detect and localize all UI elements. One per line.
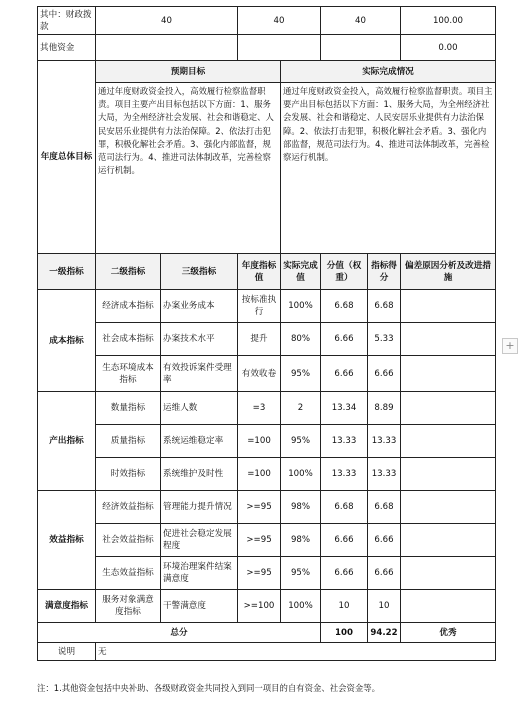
header-target: 年度指标值 [238, 254, 281, 290]
score-value: 6.66 [368, 557, 401, 590]
indicator-group-label: 成本指标 [38, 290, 96, 392]
table-body [38, 7, 496, 661]
weight-value: 13.34 [321, 392, 368, 425]
target-value: 有效收卷 [238, 356, 281, 392]
level2-indicator: 社会效益指标 [96, 524, 161, 557]
header-weight: 分值（权重） [321, 254, 368, 290]
fund-annual-budget: 40 [96, 7, 238, 35]
actual-completion-header: 实际完成情况 [281, 61, 496, 83]
level3-indicator: 管理能力提升情况 [161, 491, 238, 524]
deviation-note [401, 557, 496, 590]
score-value: 5.33 [368, 323, 401, 356]
indicator-row [38, 590, 496, 623]
level2-indicator: 经济成本指标 [96, 290, 161, 323]
score-value: 13.33 [368, 425, 401, 458]
target-value: 按标准执行 [238, 290, 281, 323]
goals-section-label: 年度总体目标 [38, 61, 96, 254]
indicator-row [38, 323, 496, 356]
level3-indicator: 有效投诉案件受理率 [161, 356, 238, 392]
total-grade: 优秀 [401, 623, 496, 643]
level3-indicator: 办案业务成本 [161, 290, 238, 323]
level2-indicator: 经济效益指标 [96, 491, 161, 524]
level2-indicator: 社会成本指标 [96, 323, 161, 356]
level2-indicator: 服务对象满意度指标 [96, 590, 161, 623]
weight-value: 6.66 [321, 356, 368, 392]
indicator-header-row [38, 254, 496, 290]
indicator-row [38, 425, 496, 458]
fund-label: 其中：财政拨款 [38, 7, 96, 35]
deviation-note [401, 356, 496, 392]
header-level3: 三级指标 [161, 254, 238, 290]
indicator-row [38, 290, 496, 323]
remark-label: 说明 [38, 643, 96, 661]
level3-indicator: 环境治理案件结案满意度 [161, 557, 238, 590]
actual-value: 95% [281, 557, 321, 590]
deviation-note [401, 458, 496, 491]
actual-value: 2 [281, 392, 321, 425]
indicator-row [38, 356, 496, 392]
indicator-row [38, 524, 496, 557]
target-value: =3 [238, 392, 281, 425]
weight-value: 6.66 [321, 557, 368, 590]
indicator-row [38, 491, 496, 524]
header-actual: 实际完成值 [281, 254, 321, 290]
fund-annual-budget [96, 35, 238, 61]
actual-value: 98% [281, 491, 321, 524]
weight-value: 6.66 [321, 524, 368, 557]
indicator-row [38, 458, 496, 491]
level3-indicator: 促进社会稳定发展程度 [161, 524, 238, 557]
goals-content-row [38, 83, 496, 254]
fund-execution-rate: 0.00 [401, 35, 496, 61]
deviation-note [401, 392, 496, 425]
target-value: 提升 [238, 323, 281, 356]
indicator-row [38, 557, 496, 590]
level2-indicator: 生态效益指标 [96, 557, 161, 590]
level3-indicator: 系统运维稳定率 [161, 425, 238, 458]
actual-value: 80% [281, 323, 321, 356]
fund-executed [321, 35, 401, 61]
fund-execution-rate: 100.00 [401, 7, 496, 35]
actual-completion-text: 通过年度财政资金投入，高效履行检察监督职责。项目主要产出目标包括以下方面：1、服务大局，为全州经济社会发展、社会和谐稳定、人民安居乐业提供有力法治保障。2、依法打击犯罪，积极化解社会矛盾。3、强化内部监督，规范司法行为。4、推进司法体制改革，完善检察运行机制。 [281, 83, 496, 254]
total-score: 94.22 [368, 623, 401, 643]
remark-value: 无 [96, 643, 496, 661]
score-value: 10 [368, 590, 401, 623]
indicator-group-label: 产出指标 [38, 392, 96, 491]
deviation-note [401, 491, 496, 524]
level3-indicator: 运维人数 [161, 392, 238, 425]
fund-label: 其他资金 [38, 35, 96, 61]
fund-executed: 40 [321, 7, 401, 35]
actual-value: 100% [281, 590, 321, 623]
footnote: 注：1.其他资金包括中央补助、各级财政资金共同投入到同一项目的自有资金、社会资金等。 [37, 683, 380, 693]
actual-value: 98% [281, 524, 321, 557]
header-score: 指标得分 [368, 254, 401, 290]
target-value: >=95 [238, 524, 281, 557]
weight-value: 6.68 [321, 491, 368, 524]
weight-value: 6.66 [321, 323, 368, 356]
funding-row-fiscal [38, 7, 496, 35]
level3-indicator: 办案技术水平 [161, 323, 238, 356]
performance-evaluation-table [37, 6, 496, 661]
expected-goal-header: 预期目标 [96, 61, 281, 83]
deviation-note [401, 590, 496, 623]
score-value: 6.68 [368, 491, 401, 524]
weight-value: 10 [321, 590, 368, 623]
deviation-note [401, 425, 496, 458]
header-deviation: 偏差原因分析及改进措施 [401, 254, 496, 290]
fund-full-year-budget [238, 35, 321, 61]
weight-value: 13.33 [321, 425, 368, 458]
actual-value: 95% [281, 356, 321, 392]
target-value: >=100 [238, 590, 281, 623]
actual-value: 100% [281, 458, 321, 491]
score-value: 6.66 [368, 356, 401, 392]
target-value: =100 [238, 425, 281, 458]
level2-indicator: 质量指标 [96, 425, 161, 458]
weight-value: 13.33 [321, 458, 368, 491]
add-row-handle[interactable]: + [502, 338, 518, 354]
actual-value: 100% [281, 290, 321, 323]
indicator-group-label: 效益指标 [38, 491, 96, 590]
fund-full-year-budget: 40 [238, 7, 321, 35]
level2-indicator: 数量指标 [96, 392, 161, 425]
level3-indicator: 干警满意度 [161, 590, 238, 623]
indicator-group-label: 满意度指标 [38, 590, 96, 623]
score-value: 13.33 [368, 458, 401, 491]
indicator-row [38, 392, 496, 425]
performance-table-sheet [37, 6, 496, 661]
total-row [38, 623, 496, 643]
header-level2: 二级指标 [96, 254, 161, 290]
total-label: 总分 [38, 623, 321, 643]
level2-indicator: 生态环境成本指标 [96, 356, 161, 392]
weight-value: 6.68 [321, 290, 368, 323]
goals-header-row [38, 61, 496, 83]
score-value: 8.89 [368, 392, 401, 425]
level2-indicator: 时效指标 [96, 458, 161, 491]
score-value: 6.68 [368, 290, 401, 323]
deviation-note [401, 290, 496, 323]
deviation-note [401, 524, 496, 557]
expected-goal-text: 通过年度财政资金投入，高效履行检察监督职责。项目主要产出目标包括以下方面：1、服务大局，为全州经济社会发展、社会和谐稳定、人民安居乐业提供有力法治保障。2、依法打击犯罪，积极化解社会矛盾。3、强化内部监督，规范司法行为。4、推进司法体制改革，完善检察运行机制。 [96, 83, 281, 254]
actual-value: 95% [281, 425, 321, 458]
score-value: 6.66 [368, 524, 401, 557]
target-value: >=95 [238, 557, 281, 590]
remark-row [38, 643, 496, 661]
deviation-note [401, 323, 496, 356]
total-weight: 100 [321, 623, 368, 643]
target-value: =100 [238, 458, 281, 491]
funding-row-other [38, 35, 496, 61]
level3-indicator: 系统维护及时性 [161, 458, 238, 491]
header-level1: 一级指标 [38, 254, 96, 290]
target-value: >=95 [238, 491, 281, 524]
